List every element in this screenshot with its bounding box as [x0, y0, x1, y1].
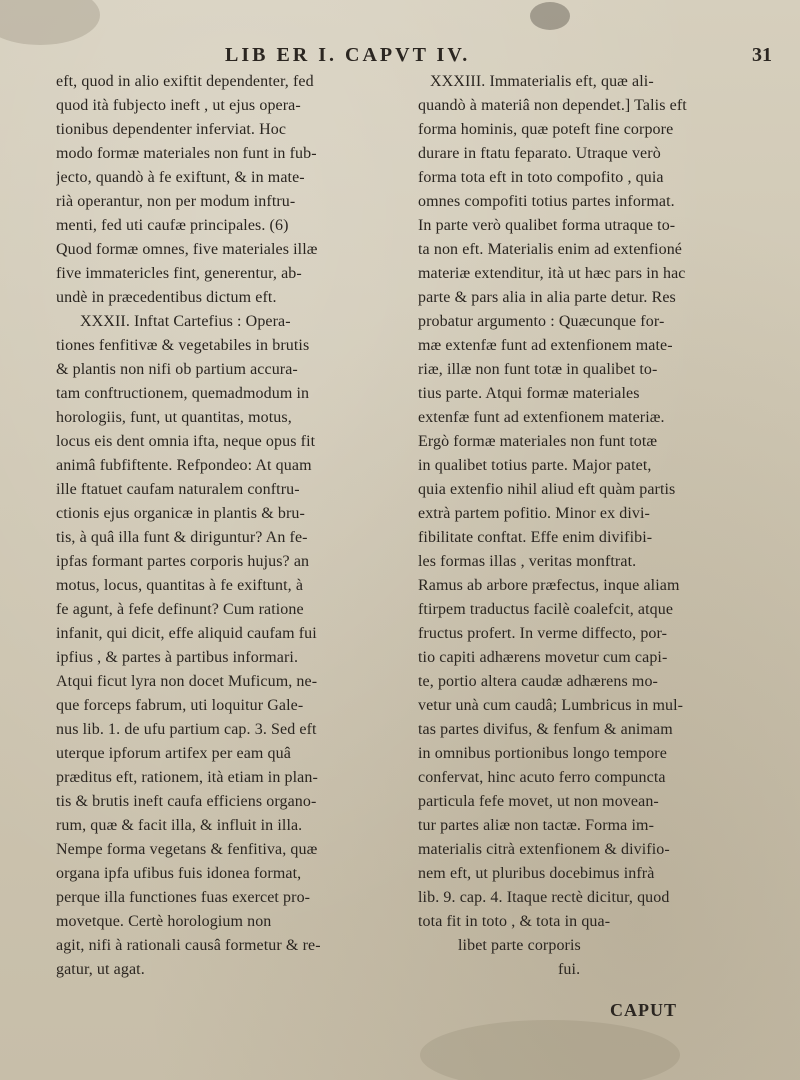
- text-line: que forceps fabrum, uti loquitur Gale-: [56, 697, 304, 714]
- text-line: locus eis dent omnia ifta, neque opus fit: [56, 433, 316, 450]
- section-heading-line: XXXIII. Immaterialis eft, quæ ali-: [430, 73, 654, 90]
- text-line: tam conftructionem, quemadmodum in: [56, 385, 310, 402]
- text-line: ille ftatuet caufam naturalem conftru-: [56, 481, 300, 498]
- text-line: quandò à materiâ non dependet.] Talis eft: [418, 97, 687, 114]
- text-line: Ramus ab arbore præfectus, inque aliam: [418, 577, 680, 594]
- text-line: tionibus dependenter inferviat. Hoc: [56, 121, 287, 138]
- text-line: Ergò formæ materiales non funt totæ: [418, 433, 658, 450]
- text-line: confervat, hinc acuto ferro compuncta: [418, 769, 666, 786]
- text-line: Quod formæ omnes, five materiales illæ: [56, 241, 318, 258]
- text-line: five immatericles fint, generentur, ab-: [56, 265, 302, 282]
- text-line: materiæ extenditur, ità ut hæc pars in hac: [418, 265, 686, 282]
- text-line: nem eft, ut pluribus docebimus infrà: [418, 865, 655, 882]
- text-line: jecto, quandò à fe exiftunt, & in mate-: [56, 169, 305, 186]
- text-line: animâ fubfiftente. Refpondeo: At quam: [56, 457, 312, 474]
- text-line: ctionis ejus organicæ in plantis & bru-: [56, 505, 305, 522]
- text-line: rum, quæ & facit illa, & influit in illa.: [56, 817, 303, 834]
- text-line: perque illa functiones fuas exercet pro-: [56, 889, 311, 906]
- text-line: ipfas formant partes corporis hujus? an: [56, 553, 310, 570]
- text-line: mæ extenfæ funt ad extenfionem mate-: [418, 337, 673, 354]
- text-line: tur partes aliæ non tactæ. Forma im-: [418, 817, 654, 834]
- text-line: extenfæ funt ad extenfionem materiæ.: [418, 409, 665, 426]
- text-line: ta non eft. Materialis enim ad extenfioné: [418, 241, 683, 258]
- text-line: ftirpem traductus facilè coalefcit, atque: [418, 601, 674, 618]
- text-line: uterque ipforum artifex per eam quâ: [56, 745, 291, 762]
- text-line: fe agunt, à fefe definunt? Cum ratione: [56, 601, 304, 618]
- text-line: omnes compofiti totius partes informat.: [418, 193, 675, 210]
- left-column: [56, 70, 406, 982]
- catchword: CAPUT: [610, 1000, 677, 1020]
- page-header: [0, 10, 800, 66]
- text-line: & plantis non nifi ob partium accura-: [56, 361, 298, 378]
- right-column: [418, 70, 780, 982]
- text-line: infanit, qui dicit, effe aliquid caufam fui: [56, 625, 317, 642]
- text-line: in omnibus portionibus longo tempore: [418, 745, 667, 762]
- text-line: horologiis, funt, ut quantitas, motus,: [56, 409, 292, 426]
- text-line: In parte verò qualibet forma utraque to-: [418, 217, 676, 234]
- text-line: forma tota eft in toto compofito , quia: [418, 169, 664, 186]
- text-line: extrà partem pofitio. Minor ex divi-: [418, 505, 650, 522]
- text-line: lib. 9. cap. 4. Itaque rectè dicitur, quod: [418, 889, 670, 906]
- text-line: quia extenfio nihil aliud eft quàm partis: [418, 481, 676, 498]
- text-line: agit, nifi à rationali causâ formetur & re-: [56, 937, 321, 954]
- text-line: rià operantur, non per modum inftru-: [56, 193, 296, 210]
- text-line: tota fit in toto , & tota in qua-: [418, 913, 611, 930]
- text-line: modo formæ materiales non funt in fub-: [56, 145, 317, 162]
- text-line: libet parte corporis: [458, 937, 581, 954]
- text-line: durare in ftatu feparato. Utraque verò: [418, 145, 661, 162]
- section-heading-line: XXXII. Inftat Cartefius : Opera-: [80, 313, 291, 330]
- text-line: fui.: [558, 961, 581, 978]
- text-line: tius parte. Atqui formæ materiales: [418, 385, 640, 402]
- text-line: quod ità fubjecto ineft , ut ejus opera-: [56, 97, 301, 114]
- text-line: menti, fed uti caufæ principales. (6): [56, 217, 289, 234]
- running-head: LIB ER I. CAPVT IV.: [225, 44, 471, 66]
- text-line: Nempe forma vegetans & fenfitiva, quæ: [56, 841, 318, 858]
- text-line: nus lib. 1. de ufu partium cap. 3. Sed eft: [56, 721, 317, 738]
- text-line: tis & brutis ineft caufa efficiens organo-: [56, 793, 317, 810]
- text-line: fructus profert. In verme diffecto, por-: [418, 625, 668, 642]
- text-line: te, portio altera caudæ adhærens mo-: [418, 673, 658, 690]
- text-line: in qualibet totius parte. Major patet,: [418, 457, 652, 474]
- text-line: organa ipfa ufibus fuis idonea format,: [56, 865, 302, 882]
- text-line: motus, locus, quantitas à fe exiftunt, à: [56, 577, 304, 594]
- text-line: materialis citrà extenfionem & divifio-: [418, 841, 670, 858]
- text-line: forma hominis, quæ poteft fine corpore: [418, 121, 674, 138]
- text-line: movetque. Certè horologium non: [56, 913, 272, 930]
- text-line: les formas illas , veritas monftrat.: [418, 553, 637, 570]
- text-line: particula fefe movet, ut non movean-: [418, 793, 659, 810]
- text-line: gatur, ut agat.: [56, 961, 145, 978]
- text-line: tio capiti adhærens movetur cum capi-: [418, 649, 668, 666]
- text-line: ipfius , & partes à partibus informari.: [56, 649, 299, 666]
- text-line: Atqui ficut lyra non docet Muficum, ne-: [56, 673, 318, 690]
- text-line: vetur unà cum caudâ; Lumbricus in mul-: [418, 697, 684, 714]
- text-line: præditus eft, rationem, ità etiam in plan-: [56, 769, 318, 786]
- text-line: eft, quod in alio exiftit dependenter, fed: [56, 73, 314, 90]
- text-line: parte & pars alia in alia parte detur. Res: [418, 289, 676, 306]
- stain-bottom: [420, 1020, 680, 1080]
- page-number: 31: [752, 44, 772, 66]
- text-line: probatur argumento : Quæcunque for-: [418, 313, 665, 330]
- text-line: undè in præcedentibus dictum eft.: [56, 289, 277, 306]
- text-line: riæ, illæ non funt totæ in qualibet to-: [418, 361, 658, 378]
- text-line: fibilitate conftat. Effe enim divifibi-: [418, 529, 653, 546]
- text-line: tis, à quâ illa funt & diriguntur? An fe-: [56, 529, 308, 546]
- text-line: tas partes divifus, & fenfum & animam: [418, 721, 673, 738]
- text-line: tiones fenfitivæ & vegetabiles in brutis: [56, 337, 310, 354]
